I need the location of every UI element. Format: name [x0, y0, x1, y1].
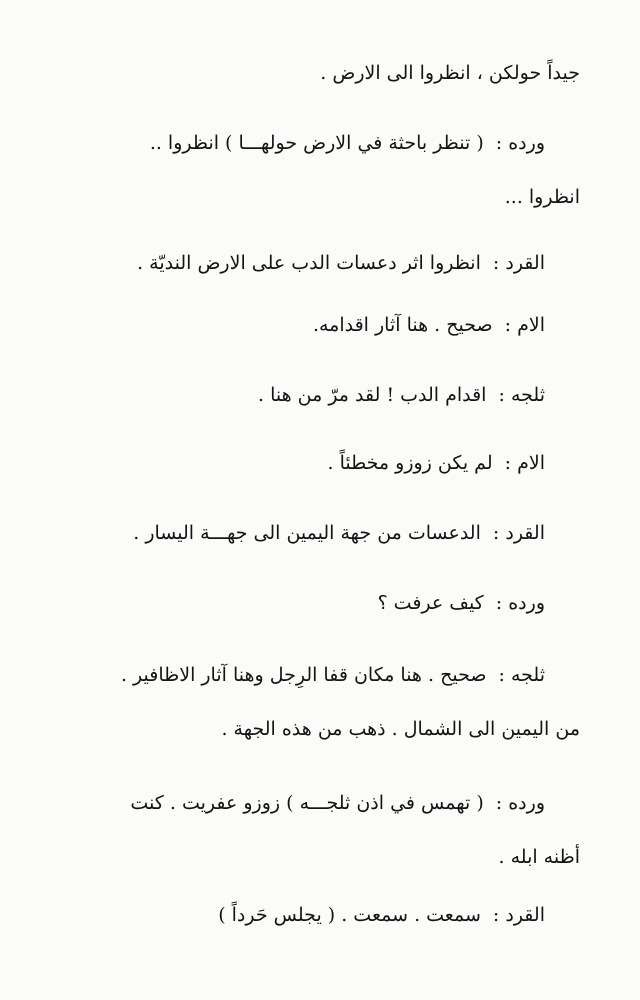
text-line-13 [499, 842, 580, 872]
dialogue-line-8 [133, 518, 545, 548]
dialogue-line-10 [121, 660, 545, 690]
line-text: الدعسات من جهة اليمين الى جهـــة اليسار . [133, 522, 481, 544]
speaker-name: ثلجه : [498, 664, 545, 686]
speaker-name: الام : [504, 452, 545, 474]
text-line-1 [320, 58, 580, 88]
speaker-name: ورده : [495, 132, 545, 154]
line-text: جيداً حولكن ، انظروا الى الارض . [320, 62, 580, 84]
text-line-11 [221, 714, 580, 744]
line-text: أظنه ابله . [498, 846, 580, 868]
dialogue-line-6 [258, 380, 545, 410]
speaker-name: ورده : [495, 592, 545, 614]
line-text: كيف عرفت ؟ [377, 592, 484, 614]
line-text: انظروا ... [504, 186, 580, 208]
dialogue-line-2 [150, 128, 545, 158]
line-text: ( تهمس في اذن ثلجـــه ) زوزو عفريت . كنت [130, 792, 484, 814]
line-text: من اليمين الى الشمال . ذهب من هذه الجهة . [221, 718, 580, 740]
line-text: ( تنظر باحثة في الارض حولهـــا ) انظروا .. [149, 132, 484, 154]
dialogue-line-5 [313, 310, 545, 340]
speaker-name: ورده : [495, 792, 545, 814]
dialogue-line-4 [137, 248, 545, 278]
dialogue-line-9 [378, 588, 545, 618]
speaker-name: القرد : [492, 904, 545, 926]
line-text: سمعت . سمعت . ( يجلس حَرداً ) [218, 904, 481, 926]
text-line-3 [505, 182, 580, 212]
speaker-name: الام : [504, 314, 545, 336]
line-text: لم يكن زوزو مخطئاً . [327, 452, 493, 474]
speaker-name: ثلجه : [498, 384, 545, 406]
speaker-name: القرد : [492, 252, 545, 274]
dialogue-line-12 [130, 788, 545, 818]
line-text: صحيح . هنا مكان قفا الرِجل وهنا آثار الاظافير . [120, 664, 487, 686]
line-text: انظروا اثر دعسات الدب على الارض النديّة . [137, 252, 481, 274]
dialogue-line-7 [327, 448, 545, 478]
line-text: صحيح . هنا آثار اقدامه. [312, 314, 493, 336]
dialogue-line-14 [218, 900, 545, 930]
line-text: اقدام الدب ! لقد مرّ من هنا . [257, 384, 487, 406]
speaker-name: القرد : [492, 522, 545, 544]
